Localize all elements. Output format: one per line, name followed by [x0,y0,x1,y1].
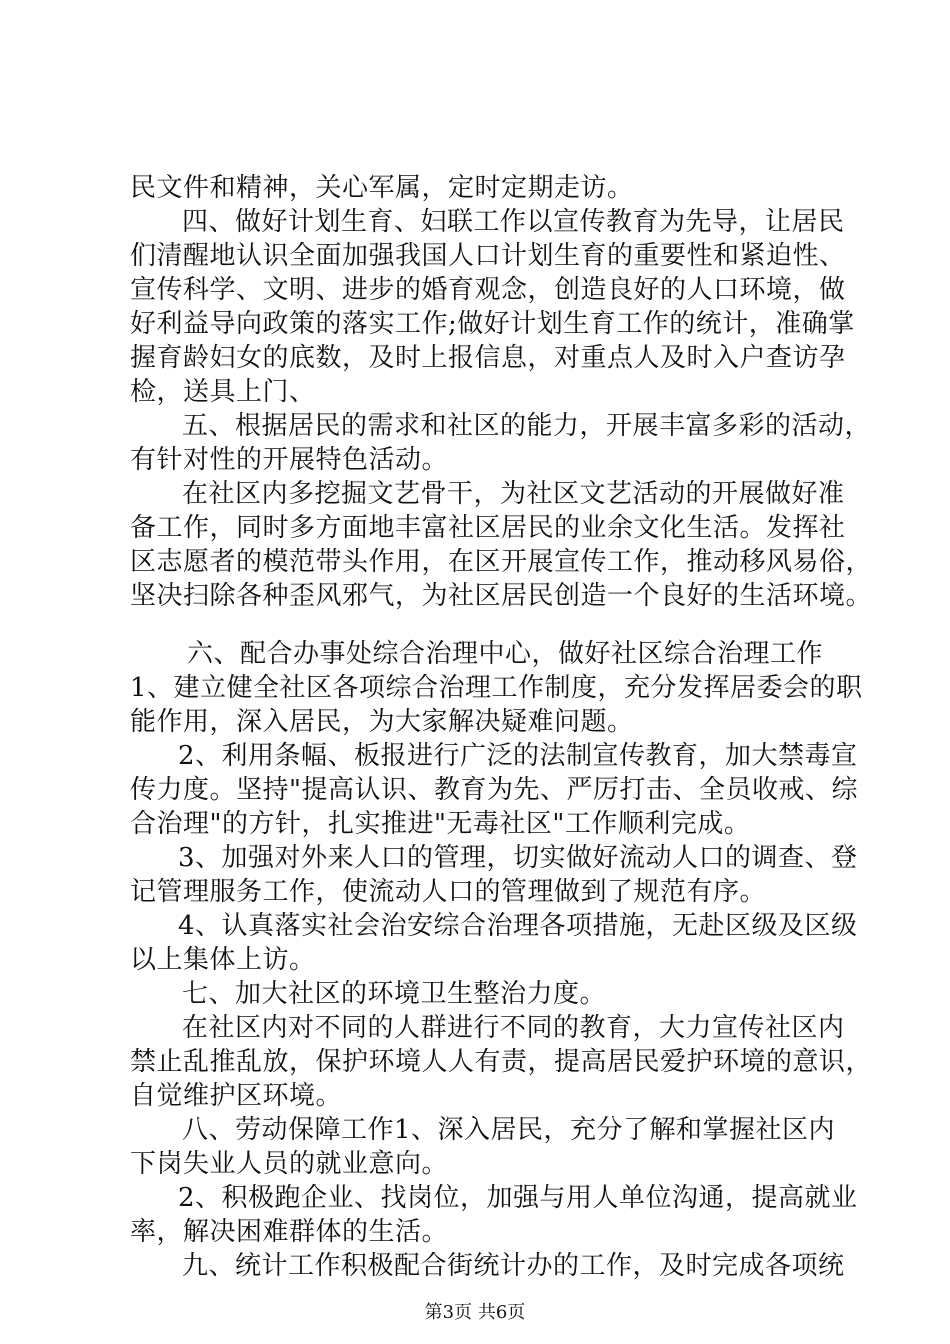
text-line: 七、加大社区的环境卫生整治力度。 [182,979,607,1009]
text-line: 3、加强对外来人口的管理，切实做好流动人口的调查、登 [178,843,858,873]
text-line: 备工作，同时多方面地丰富社区居民的业余文化生活。发挥社 [130,513,846,543]
text-line: 传力度。坚持"提高认识、教育为先、严厉打击、全员收戒、综 [130,775,858,805]
text-line: 在社区内对不同的人群进行不同的教育，大力宣传社区内 [182,1013,845,1043]
text-line: 坚决扫除各种歪风邪气，为社区居民创造一个良好的生活环境。 [130,581,873,611]
text-line: 下岗失业人员的就业意向。 [130,1149,449,1179]
text-line: 九、统计工作积极配合街统计办的工作，及时完成各项统 [182,1251,845,1281]
page-footer: 第3页 共6页 [424,1302,526,1323]
text-line: 检，送具上门、 [130,377,316,407]
text-line: 宣传科学、文明、进步的婚育观念，创造良好的人口环境，做 [130,275,846,305]
text-line: 好利益导向政策的落实工作;做好计划生育工作的统计，准确掌 [130,309,855,339]
text-line: 四、做好计划生育、妇联工作以宣传教育为先导，让居民 [182,207,845,237]
text-line: 有针对性的开展特色活动。 [130,445,449,475]
text-line: 六、配合办事处综合治理中心，做好社区综合治理工作 [187,639,824,669]
text-line: 合治理"的方针，扎实推进"无毒社区"工作顺利完成。 [130,809,751,839]
text-line: 八、劳动保障工作1、深入居民，充分了解和掌握社区内 [182,1115,836,1145]
text-line: 1、建立健全社区各项综合治理工作制度，充分发挥居委会的职 [130,673,863,703]
text-line: 五、根据居民的需求和社区的能力，开展丰富多彩的活动， [182,411,872,441]
text-line: 们清醒地认识全面加强我国人口计划生育的重要性和紧迫性、 [130,241,846,271]
text-line: 以上集体上访。 [130,945,316,975]
text-line: 2、利用条幅、板报进行广泛的法制宣传教育，加大禁毒宣 [178,741,858,771]
text-line: 区志愿者的模范带头作用，在区开展宣传工作，推动移风易俗， [130,547,873,577]
text-line: 4、认真落实社会治安综合治理各项措施，无赴区级及区级 [178,911,858,941]
text-line: 禁止乱推乱放，保护环境人人有责，提高居民爱护环境的意识， [130,1047,873,1077]
text-line: 民文件和精神，关心军属，定时定期走访。 [130,173,634,203]
text-line: 记管理服务工作，使流动人口的管理做到了规范有序。 [130,877,767,907]
text-line: 能作用，深入居民，为大家解决疑难问题。 [130,707,634,737]
text-line: 2、积极跑企业、找岗位，加强与用人单位沟通，提高就业 [178,1183,858,1213]
text-line: 自觉维护区环境。 [130,1081,343,1111]
text-line: 率，解决困难群体的生活。 [130,1217,449,1247]
text-line: 在社区内多挖掘文艺骨干，为社区文艺活动的开展做好准 [182,479,845,509]
text-line: 握育龄妇女的底数，及时上报信息，对重点人及时入户查访孕 [130,343,846,373]
